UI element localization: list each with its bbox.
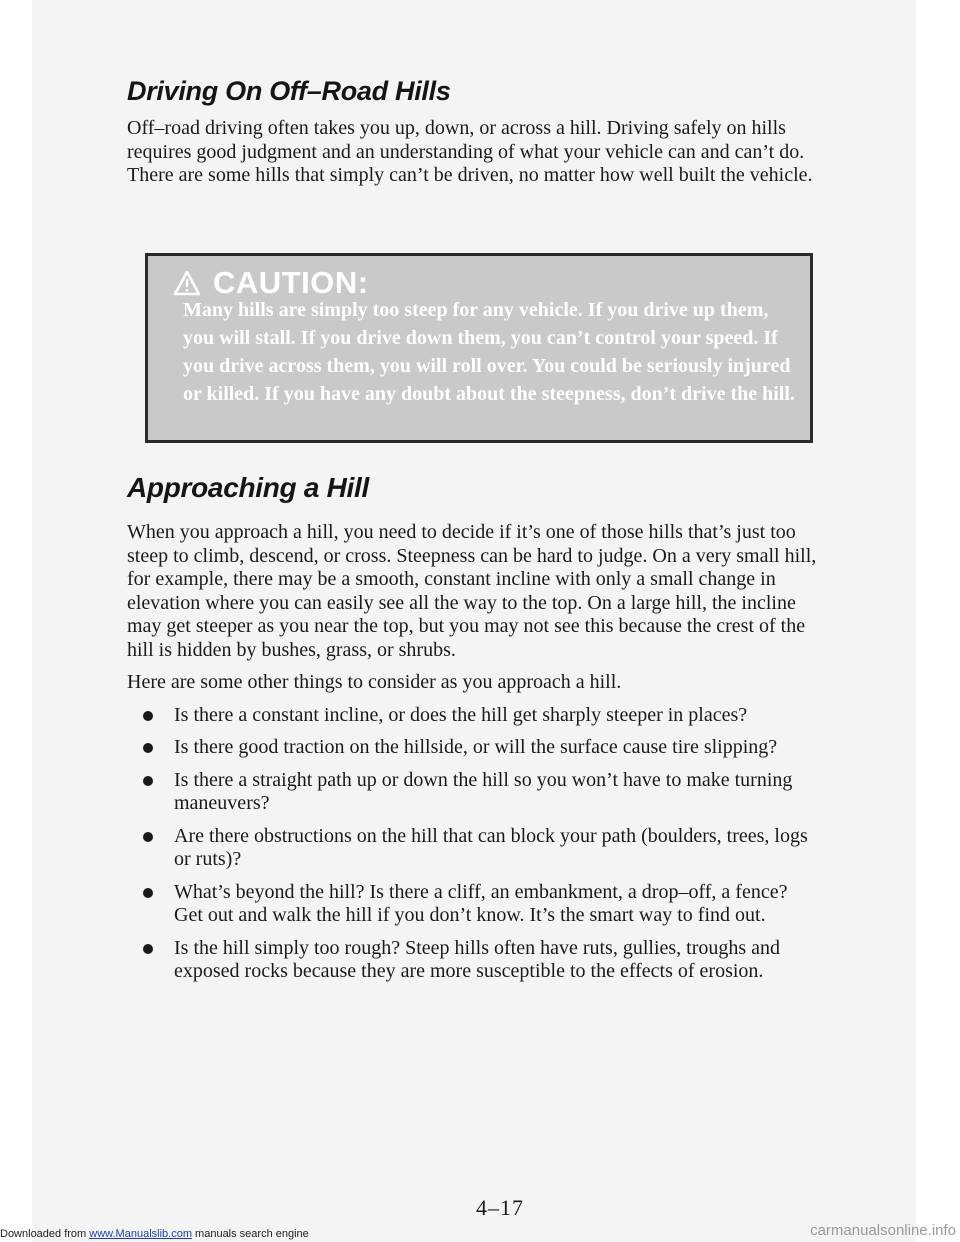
bullet-icon xyxy=(143,944,153,954)
list-item-text: Is there good traction on the hillside, or will the surface cause tire slipping? xyxy=(174,736,778,758)
caution-title: CAUTION: xyxy=(213,265,369,300)
section-driving-off-road-hills xyxy=(127,76,817,188)
footer-suffix: manuals search engine xyxy=(195,1228,309,1240)
list-item-text: Is there a constant incline, or does the hill get sharply steeper in places? xyxy=(174,703,748,726)
list-item-text: What’s beyond the hill? Is there a cliff, an embankment, a drop–off, a fence? Get out and walk the hill if you don’t know. It’s the smart way to find out. xyxy=(174,880,788,926)
list-item-text: Are there obstructions on the hill that can block your path (boulders, trees, logs or ruts)? xyxy=(174,824,808,870)
section-title: Driving On Off–Road Hills xyxy=(127,76,451,106)
watermark: carmanualsonline.info xyxy=(810,1222,956,1239)
page-number: 4–17 xyxy=(476,1195,524,1220)
manualslib-link[interactable]: www.Manualslib.com xyxy=(89,1228,192,1240)
list-item-text: Is the hill simply too rough? Steep hills often have ruts, gullies, troughs and exposed rocks because they are more susceptible to the effects of erosion. xyxy=(174,936,781,982)
bullet-list xyxy=(127,704,817,984)
caution-text: Many hills are simply too steep for any vehicle. If you drive up them, you will stall. If you drive down them, you can’t control your speed. If you drive across them, you will roll over. You could be seriously injured or killed. If you have any doubt about the steepness, don’t drive the hill. xyxy=(183,299,795,405)
paragraph: When you approach a hill, you need to decide if it’s one of those hills that’s just too steep to climb, descend, or cross. Steepness can be hard to judge. On a very small hill, for example, there may be a smooth, constant incline with only a small change in elevation where you can easily see all the way to the top. On a large hill, the incline may get steeper as you near the top, but you may not see this because the crest of the hill is hidden by bushes, grass, or shrubs. xyxy=(127,521,817,661)
section-approaching-hill xyxy=(127,472,817,984)
list-item xyxy=(127,881,817,928)
section-title: Approaching a Hill xyxy=(127,472,369,503)
list-item xyxy=(127,736,817,760)
list-item xyxy=(127,704,817,728)
footer-prefix: Downloaded from xyxy=(0,1228,87,1240)
bullet-icon xyxy=(143,776,153,786)
download-footer xyxy=(0,1228,309,1240)
intro-paragraph: Off–road driving often takes you up, down, or across a hill. Driving safely on hills requires good judgment and an understanding of what your vehicle can and can’t do. There are some hills that simply can’t be driven, no matter how well built the vehicle. xyxy=(127,117,813,186)
bullet-icon xyxy=(143,711,153,721)
paragraph: Here are some other things to consider as you approach a hill. xyxy=(127,671,622,693)
list-item xyxy=(127,769,817,816)
bullet-icon xyxy=(143,888,153,898)
list-item xyxy=(127,825,817,872)
bullet-icon xyxy=(143,743,153,753)
list-item xyxy=(127,937,817,984)
bullet-icon xyxy=(143,832,153,842)
caution-box xyxy=(145,253,813,443)
warning-triangle-icon xyxy=(173,270,201,296)
list-item-text: Is there a straight path up or down the hill so you won’t have to make turning maneuvers? xyxy=(174,768,793,814)
